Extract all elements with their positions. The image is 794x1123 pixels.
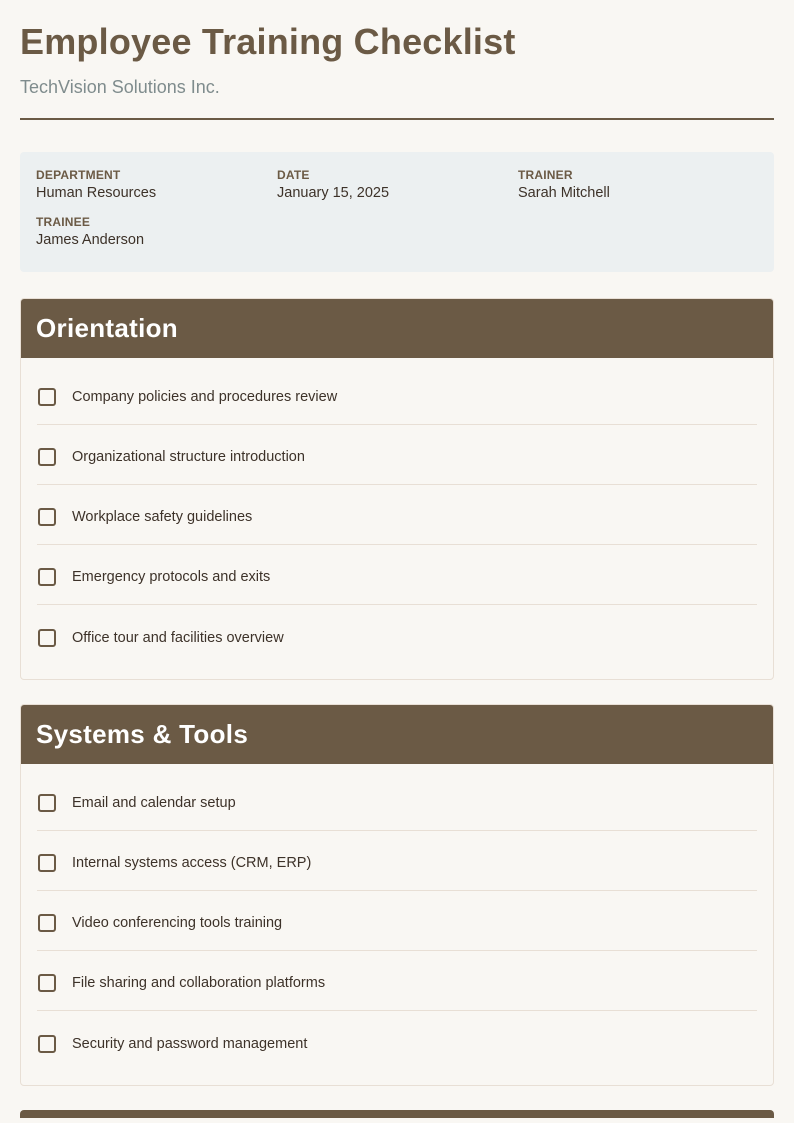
- checklist: [21, 358, 773, 679]
- checklist-item[interactable]: [37, 956, 757, 1011]
- checklist-item[interactable]: [37, 490, 757, 545]
- section-header: [20, 298, 774, 358]
- checklist-item-label: Email and calendar setup: [72, 795, 236, 811]
- info-label: TRAINEE: [36, 215, 91, 229]
- checklist-item-label: Office tour and facilities overview: [72, 629, 284, 646]
- checkbox[interactable]: [38, 448, 56, 466]
- checklist-item-label: Security and password management: [72, 1035, 308, 1052]
- info-field-trainee: [36, 215, 277, 250]
- checklist-item-label: Workplace safety guidelines: [72, 509, 253, 525]
- checklist-item[interactable]: [37, 550, 757, 605]
- info-value: James Anderson: [36, 232, 145, 248]
- page-header: [20, 20, 774, 120]
- section-orientation: [20, 298, 774, 680]
- checklist-item[interactable]: [37, 896, 757, 951]
- next-section-header: [20, 1110, 774, 1118]
- checkbox[interactable]: [38, 854, 56, 872]
- checklist-item-label: Organizational structure introduction: [72, 449, 305, 465]
- section-title: Orientation: [36, 312, 178, 343]
- checkbox[interactable]: [38, 629, 56, 647]
- checklist-item[interactable]: [37, 430, 757, 485]
- checklist-item-label: Internal systems access (CRM, ERP): [72, 855, 312, 871]
- checkbox[interactable]: [38, 914, 56, 932]
- section-header: [20, 704, 774, 764]
- info-box: [20, 152, 774, 272]
- checklist-item-label: Emergency protocols and exits: [72, 569, 271, 585]
- page-title: Employee Training Checklist: [20, 21, 516, 62]
- info-value: Sarah Mitchell: [518, 185, 610, 201]
- checkbox[interactable]: [38, 568, 56, 586]
- info-value: Human Resources: [36, 185, 157, 201]
- info-label: TRAINER: [518, 168, 573, 182]
- checkbox[interactable]: [38, 974, 56, 992]
- info-label: DEPARTMENT: [36, 168, 121, 182]
- checkbox[interactable]: [38, 388, 56, 406]
- checklist-item-label: File sharing and collaboration platforms: [72, 975, 326, 991]
- info-field-department: [36, 168, 277, 203]
- checklist-item[interactable]: [37, 1016, 757, 1071]
- checklist-item-label: Company policies and procedures review: [72, 389, 338, 405]
- checkbox[interactable]: [38, 794, 56, 812]
- checklist-item-label: Video conferencing tools training: [72, 915, 283, 931]
- checklist-item[interactable]: [37, 610, 757, 665]
- checklist-item[interactable]: [37, 836, 757, 891]
- checklist-item[interactable]: [37, 776, 757, 831]
- checkbox[interactable]: [38, 508, 56, 526]
- info-label: DATE: [277, 168, 310, 182]
- company-name: TechVision Solutions Inc.: [20, 77, 220, 97]
- section-systems-tools: [20, 704, 774, 1086]
- checkbox[interactable]: [38, 1035, 56, 1053]
- section-title: Systems & Tools: [36, 718, 249, 749]
- info-value: January 15, 2025: [277, 185, 390, 201]
- checklist-item[interactable]: [37, 370, 757, 425]
- info-field-date: [277, 168, 518, 203]
- checklist: [21, 764, 773, 1085]
- info-field-trainer: [518, 168, 758, 203]
